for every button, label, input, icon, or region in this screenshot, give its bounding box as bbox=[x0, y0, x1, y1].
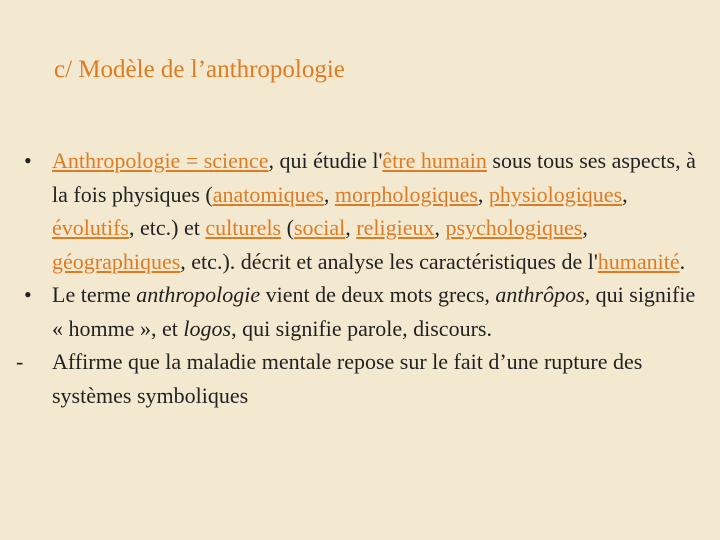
link-anatomiques[interactable]: anatomiques bbox=[212, 181, 324, 207]
text-segment: , bbox=[622, 181, 628, 207]
slide-body bbox=[16, 144, 706, 412]
text-segment: , qui signifie parole, discours. bbox=[231, 315, 492, 341]
text-segment: , bbox=[582, 215, 588, 240]
link-etre-humain[interactable]: être humain bbox=[382, 148, 487, 173]
text-segment: Le terme bbox=[52, 282, 137, 307]
text-segment: , bbox=[323, 181, 335, 207]
bullet-definition bbox=[16, 144, 706, 278]
bullet-marker: • bbox=[24, 148, 32, 173]
term-anthropologie: anthropologie bbox=[136, 282, 261, 307]
text-segment: vient de deux mots grecs, bbox=[260, 282, 496, 307]
text-segment: ( bbox=[281, 215, 294, 240]
link-humanite[interactable]: humanité bbox=[597, 248, 680, 274]
text-segment: , qui étudie l' bbox=[268, 148, 383, 173]
link-evolutifs[interactable]: évolutifs bbox=[52, 215, 129, 240]
text-segment: , qui signifie « homme », et bbox=[52, 282, 696, 341]
dash-marker: - bbox=[16, 349, 24, 374]
link-psychologiques[interactable]: psychologiques bbox=[445, 215, 583, 240]
bullet-etymology bbox=[16, 278, 706, 345]
bullet-mental-illness bbox=[16, 345, 706, 412]
text-segment: . bbox=[679, 248, 686, 274]
text-segment: , bbox=[345, 215, 357, 240]
text-segment: , etc.) et bbox=[129, 215, 206, 240]
term-logos: logos bbox=[183, 315, 232, 341]
text-segment: Affirme que la maladie mentale repose sur le fait d’une rupture des systèmes symboliques bbox=[52, 349, 643, 408]
bullet-marker: • bbox=[24, 282, 32, 307]
link-geographiques[interactable]: géographiques bbox=[52, 248, 181, 274]
link-religieux[interactable]: religieux bbox=[356, 215, 435, 240]
slide-title: c/ Modèle de l’anthropologie bbox=[54, 56, 345, 83]
text-segment: sous tous ses aspects, à la fois physiques ( bbox=[52, 148, 696, 207]
text-segment: , bbox=[434, 215, 446, 240]
text-segment: , etc.). décrit et analyse les caractéristiques de l' bbox=[180, 248, 598, 274]
term-anthropos: anthrôpos bbox=[495, 282, 585, 307]
link-physiologiques[interactable]: physiologiques bbox=[488, 181, 623, 207]
link-culturels[interactable]: culturels bbox=[205, 215, 282, 240]
link-morphologiques[interactable]: morphologiques bbox=[334, 181, 478, 207]
text-segment: , bbox=[477, 181, 489, 207]
link-social[interactable]: social bbox=[293, 215, 346, 240]
link-anthropologie-science[interactable]: Anthropologie = science bbox=[52, 148, 269, 173]
